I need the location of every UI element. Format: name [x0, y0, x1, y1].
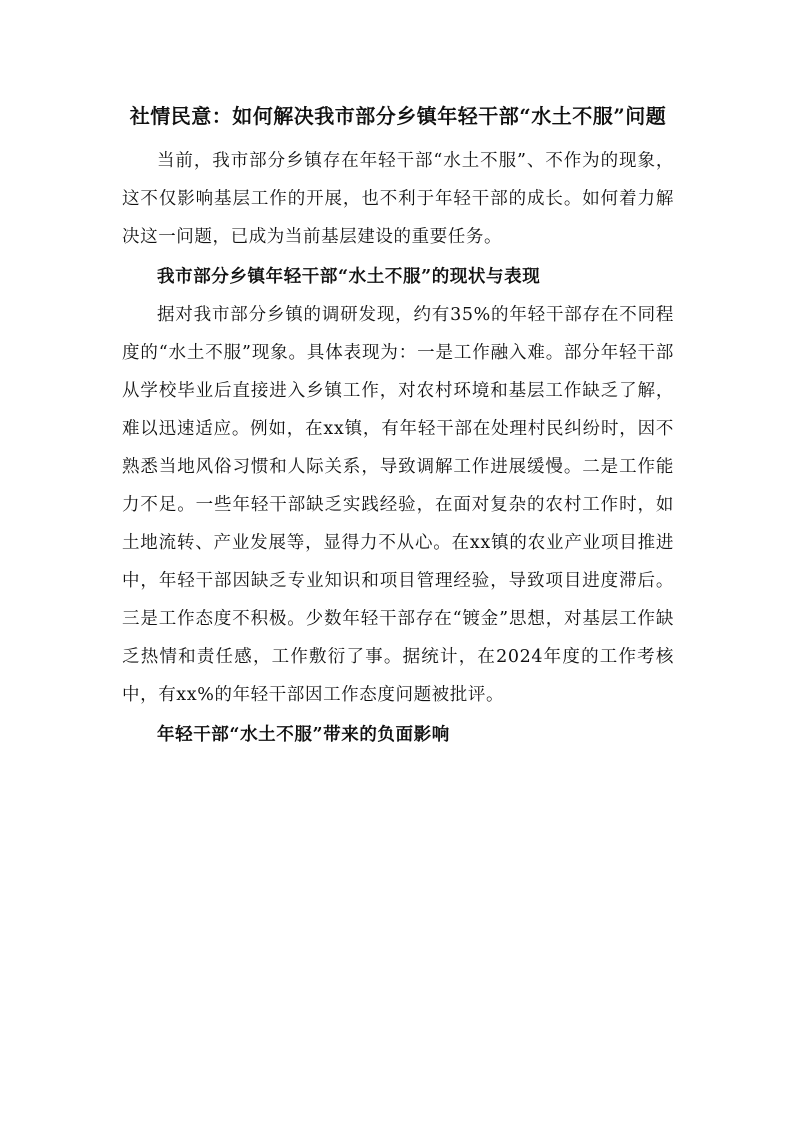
document-title: 社情民意：如何解决我市部分乡镇年轻干部“水土不服”问题: [129, 104, 667, 128]
section-1-heading: 我市部分乡镇年轻干部“水土不服”的现状与表现: [157, 267, 541, 287]
document-body: [122, 96, 674, 754]
intro-paragraph: 当前，我市部分乡镇存在年轻干部“水土不服”、不作为的现象，这不仅影响基层工作的开展，也不利于年轻干部的成长。如何着力解决这一问题，已成为当前基层建设的重要任务。: [122, 151, 674, 247]
section-2-heading: 年轻干部“水土不服”带来的负面影响: [157, 725, 450, 745]
section-1-paragraph: 据对我市部分乡镇的调研发现，约有35%的年轻干部存在不同程度的“水土不服”现象。具体表现为：一是工作融入难。部分年轻干部从学校毕业后直接进入乡镇工作，对农村环境和基层工作缺乏了解，难以迅速适应。例如，在xx镇，有年轻干部在处理村民纠纷时，因不熟悉当地风俗习惯和人际关系，导致调解工作进展缓慢。二是工作能力不足。一些年轻干部缺乏实践经验，在面对复杂的农村工作时，如土地流转、产业发展等，显得力不从心。在xx镇的农业产业项目推进中，年轻干部因缺乏专业知识和项目管理经验，导致项目进度滞后。三是工作态度不积极。少数年轻干部存在“镀金”思想，对基层工作缺乏热情和责任感，工作敷衍了事。据统计，在2024年度的工作考核中，有xx%的年轻干部因工作态度问题被批评。: [122, 305, 674, 705]
